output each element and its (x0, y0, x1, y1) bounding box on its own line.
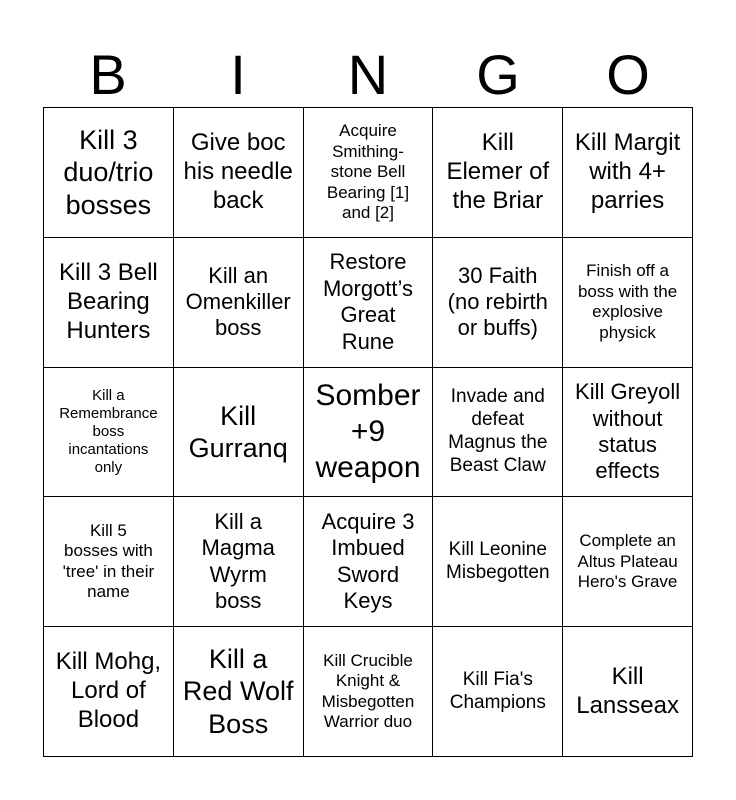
bingo-board (43, 107, 693, 757)
header-letter-i: I (230, 43, 246, 106)
bingo-cell-r5c4[interactable]: Kill Fia's Champions (433, 627, 563, 757)
bingo-cell-r3c3[interactable]: Somber +9 weapon (304, 368, 434, 498)
bingo-cell-r1c3[interactable]: Acquire Smithing- stone Bell Bearing [1] and [2] (304, 108, 434, 238)
header-letter-o: O (606, 43, 650, 106)
bingo-cell-r3c2[interactable]: Kill Gurranq (174, 368, 304, 498)
bingo-cell-r5c3[interactable]: Kill Crucible Knight & Misbegotten Warrior duo (304, 627, 434, 757)
bingo-header (43, 44, 693, 106)
bingo-cell-r3c5[interactable]: Kill Greyoll without status effects (563, 368, 693, 498)
header-letter-n: N (347, 43, 389, 106)
bingo-cell-r3c1[interactable]: Kill a Remembrance boss incantations only (44, 368, 174, 498)
bingo-cell-r3c4[interactable]: Invade and defeat Magnus the Beast Claw (433, 368, 563, 498)
header-letter-b: B (89, 43, 127, 106)
bingo-cell-r1c1[interactable]: Kill 3 duo/trio bosses (44, 108, 174, 238)
bingo-cell-r2c3[interactable]: Restore Morgott’s Great Rune (304, 238, 434, 368)
header-letter-g: G (476, 43, 520, 106)
bingo-cell-r1c2[interactable]: Give boc his needle back (174, 108, 304, 238)
bingo-cell-r2c2[interactable]: Kill an Omenkiller boss (174, 238, 304, 368)
bingo-cell-r2c4[interactable]: 30 Faith (no rebirth or buffs) (433, 238, 563, 368)
bingo-cell-r4c4[interactable]: Kill Leonine Misbegotten (433, 497, 563, 627)
bingo-cell-r5c1[interactable]: Kill Mohg, Lord of Blood (44, 627, 174, 757)
bingo-cell-r5c5[interactable]: Kill Lansseax (563, 627, 693, 757)
bingo-cell-r4c5[interactable]: Complete an Altus Plateau Hero's Grave (563, 497, 693, 627)
bingo-cell-r4c2[interactable]: Kill a Magma Wyrm boss (174, 497, 304, 627)
bingo-cell-r4c3[interactable]: Acquire 3 Imbued Sword Keys (304, 497, 434, 627)
bingo-cell-r1c5[interactable]: Kill Margit with 4+ parries (563, 108, 693, 238)
bingo-cell-r1c4[interactable]: Kill Elemer of the Briar (433, 108, 563, 238)
bingo-cell-r5c2[interactable]: Kill a Red Wolf Boss (174, 627, 304, 757)
bingo-cell-r2c1[interactable]: Kill 3 Bell Bearing Hunters (44, 238, 174, 368)
bingo-cell-r2c5[interactable]: Finish off a boss with the explosive physick (563, 238, 693, 368)
bingo-cell-r4c1[interactable]: Kill 5 bosses with 'tree' in their name (44, 497, 174, 627)
